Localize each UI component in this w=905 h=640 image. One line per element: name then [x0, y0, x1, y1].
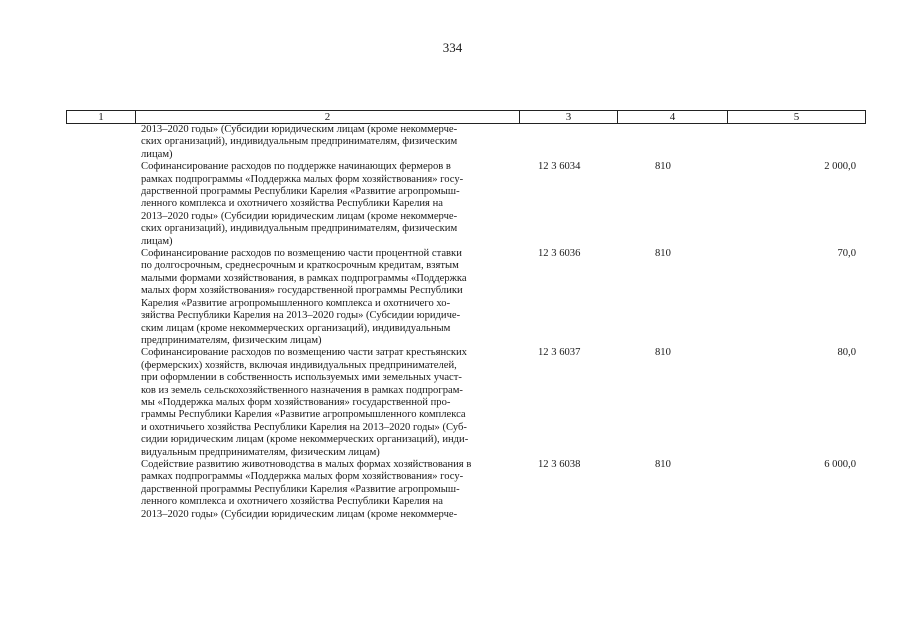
row-expense-type: 810	[655, 458, 671, 470]
row-amount: 70,0	[837, 248, 856, 260]
row-description: Софинансирование расходов по поддержке начинающих фермеров в рамках подпрограммы «Поддержка малых форм хозяйствования» госу- дарственной программы Республики Карелия «Развитие агропромыш- ленного комплекса и охотничего хозяйства Республики Карелия на 2013–2020 годы» (Субсидии юридическим лицам (кроме некоммерче- ских организаций), индивидуальным предпринимателям, физическим лицам)	[141, 161, 464, 247]
row-description: Софинансирование расходов по возмещению части процентной ставки по долгосрочным, среднесрочным и краткосрочным кредитам, взятым малыми формами хозяйствования, в рамках подпрограммы «Поддержка малых форм хозяйствования» государственной программы Республики Карелия «Развитие агропромышленного комплекса и охотничего хо- зяйства Республики Карелия на 2013–2020 годы» (Субсидии юридиче- ским лицам (кроме некоммерческих организаций), индивидуальным предпринимателям, физическим лицам)	[141, 248, 467, 346]
row-amount: 2 000,0	[824, 161, 856, 173]
row-expense-type: 810	[655, 248, 671, 260]
table-row	[0, 347, 905, 459]
table-row	[0, 161, 905, 248]
page-number: 334	[442, 40, 463, 55]
header-col-4: 4	[618, 111, 728, 123]
row-amount: 6 000,0	[824, 458, 856, 470]
table-row-continuation	[0, 124, 905, 161]
row-amount: 80,0	[837, 347, 856, 359]
header-col-1: 1	[67, 111, 136, 123]
row-description: 2013–2020 годы» (Субсидии юридическим лицам (кроме некоммерче- ских организаций), индивидуальным предпринимателям, физическим лицам)	[141, 124, 458, 160]
header-col-2: 2	[136, 111, 520, 123]
row-code: 12 3 6034	[538, 161, 581, 173]
table-header-row	[66, 110, 866, 124]
row-description: Содействие развитию животноводства в малых формах хозяйствования в рамках подпрограммы «Поддержка малых форм хозяйствования» госу- дарственной программы Республики Карелия «Развитие агропромыш- ленного комплекса и охотничего хозяйства Республики Карелия на 2013–2020 годы» (Субсидии юридическим лицам (кроме некоммерче-	[141, 458, 472, 520]
row-expense-type: 810	[655, 161, 671, 173]
table-body	[0, 124, 905, 521]
header-col-5: 5	[793, 111, 800, 123]
table-row	[0, 459, 905, 521]
row-description: Софинансирование расходов по возмещению части затрат крестьянских (фермерских) хозяйств, включая индивидуальных предпринимателей, при оформлении в собственность используемых ими земельных участ- ков из земель сельскохозяйственного назначения в рамках подпрограм- мы «Поддержка малых форм хозяйствования» государственной про- граммы Республики Карелия «Развитие агропромышленного комплекса и охотничьего хозяйства Республики Карелия на 2013–2020 годы» (Суб- сидии юридическим лицам (кроме некоммерческих организаций), инди- видуальным предпринимателям, физическим лицам)	[141, 347, 469, 458]
row-code: 12 3 6038	[538, 458, 581, 470]
header-col-3: 3	[520, 111, 618, 123]
row-code: 12 3 6037	[538, 347, 581, 359]
row-code: 12 3 6036	[538, 248, 581, 260]
table-row	[0, 248, 905, 347]
row-expense-type: 810	[655, 347, 671, 359]
